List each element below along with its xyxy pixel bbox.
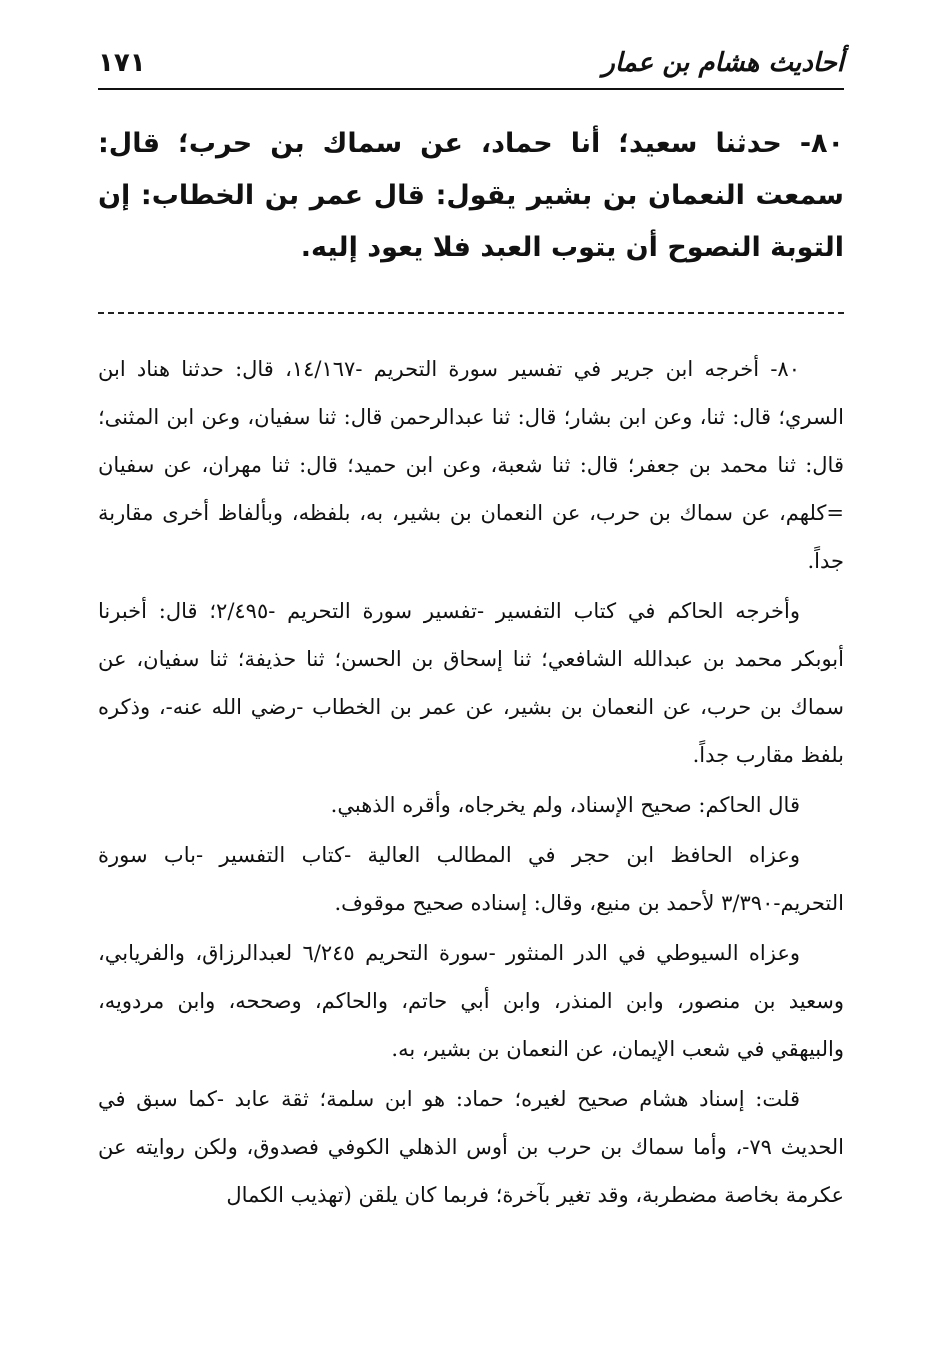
hadith-text: ٨٠- حدثنا سعيد؛ أنا حماد، عن سماك بن حرب؛ قال: سمعت النعمان بن بشير يقول: قال عمر بن الخطاب: إن التوبة النصوح أن يتوب العبد فلا يعود إليه. xyxy=(98,128,844,263)
footnote-paragraph: وأخرجه الحاكم في كتاب التفسير -تفسير سورة التحريم -٢/٤٩٥؛ قال: أخبرنا أبوبكر محمد بن عبدالله الشافعي؛ ثنا إسحاق بن الحسن؛ ثنا حذيفة؛ ثنا سفيان، عن سماك بن حرب، عن النعمان بن بشير، عن عمر بن الخطاب -رضي الله عنه-، وذكره بلفظ مقارب جداً. xyxy=(98,599,844,767)
footnote-paragraph: قال الحاكم: صحيح الإسناد، ولم يخرجاه، وأقره الذهبي. xyxy=(330,793,800,817)
running-title: أحاديث هشام بن عمار xyxy=(602,48,844,78)
footnote-paragraph: وعزاه الحافظ ابن حجر في المطالب العالية -كتاب التفسير -باب سورة التحريم-٣/٣٩٠ لأحمد بن منيع، وقال: إسناده صحيح موقوف. xyxy=(98,843,844,915)
footnote-divider xyxy=(98,312,844,314)
page-header xyxy=(98,38,844,90)
footnote-paragraph: قلت: إسناد هشام صحيح لغيره؛ حماد: هو ابن سلمة؛ ثقة عابد -كما سبق في الحديث ٧٩-، وأما سماك بن حرب بن أوس الذهلي الكوفي فصدوق، ولكن روايته عن عكرمة بخاصة مضطربة، وقد تغير بآخرة؛ فربما كان يلقن (تهذيب الكمال xyxy=(98,1087,845,1207)
footnote-paragraph: ٨٠- أخرجه ابن جرير في تفسير سورة التحريم -١٤/١٦٧، قال: حدثنا هناد ابن السري؛ قال: ثنا، وعن ابن بشار؛ قال: ثنا عبدالرحمن قال: ثنا سفيان، وعن ابن المثنى؛ قال: ثنا محمد بن جعفر؛ قال: ثنا شعبة، وعن ابن حميد؛ قال: ثنا مهران، عن سفيان =كلهم، عن سماك بن حرب، عن النعمان بن بشير، به، بلفظه، وبألفاظ أخرى مقاربة جداً. xyxy=(98,357,844,573)
footnote-paragraph: وعزاه السيوطي في الدر المنثور -سورة التحريم ٦/٢٤٥ لعبدالرزاق، والفريابي، وسعيد بن منصور، وابن المنذر، وابن أبي حاتم، والحاكم، وصححه، وابن مردويه، والبيهقي في شعب الإيمان، عن النعمان بن بشير، به. xyxy=(98,941,844,1061)
page-number: ١٧١ xyxy=(98,48,146,78)
footnotes xyxy=(98,345,844,1219)
